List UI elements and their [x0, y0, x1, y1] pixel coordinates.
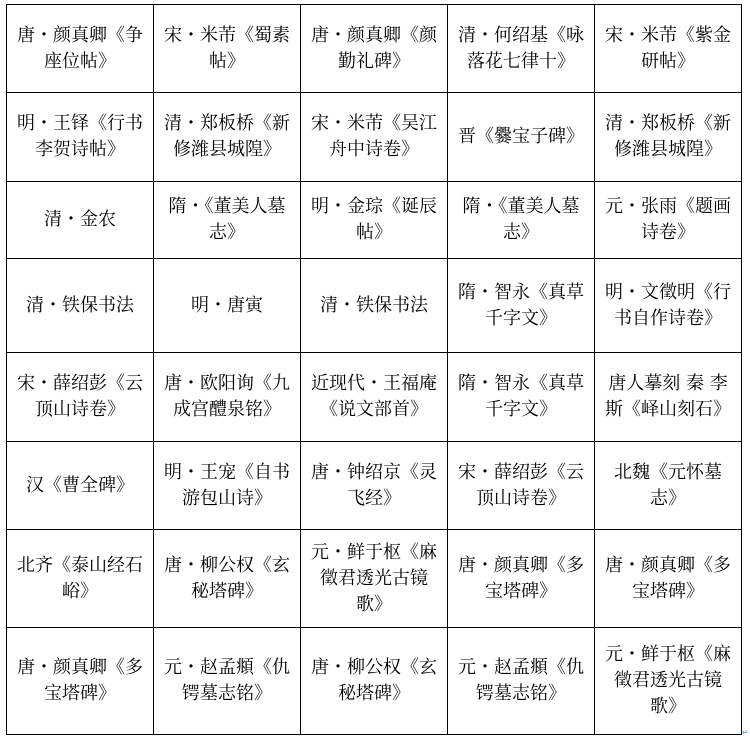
table-cell: 近现代・王福庵《说文部首》: [301, 352, 448, 441]
table-row: [7, 93, 742, 181]
table-cell: 隋・《董美人墓志》: [448, 181, 595, 258]
table-cell: 唐・颜真卿《多宝塔碑》: [595, 529, 742, 628]
calligraphy-table-container: [6, 4, 742, 735]
table-cell: 北齐《泰山经石峪》: [7, 529, 154, 628]
table-cell: 唐・柳公权《玄秘塔碑》: [154, 529, 301, 628]
table-cell: 宋・薛绍彭《云顶山诗卷》: [448, 442, 595, 529]
table-cell: 明・王宠《自书游包山诗》: [154, 442, 301, 529]
table-cell: 元・鲜于枢《麻徵君透光古镜歌》: [595, 628, 742, 735]
table-row: [7, 259, 742, 353]
table-cell: 唐・柳公权《玄秘塔碑》: [301, 628, 448, 735]
table-cell: 北魏《元怀墓志》: [595, 442, 742, 529]
calligraphy-works-table: [6, 4, 742, 735]
table-row: [7, 181, 742, 258]
paragraph-mark-icon: ↵: [742, 728, 749, 737]
table-cell: 唐・颜真卿《颜勤礼碑》: [301, 5, 448, 93]
table-cell: 元・赵孟頫《仇锷墓志铭》: [448, 628, 595, 735]
table-cell: 汉《曹全碑》: [7, 442, 154, 529]
table-cell: 明・唐寅: [154, 259, 301, 353]
table-cell: 晋《爨宝子碑》: [448, 93, 595, 181]
table-cell: 隋・智永《真草千字文》: [448, 352, 595, 441]
table-row: [7, 5, 742, 93]
table-cell: 明・王铎《行书李贺诗帖》: [7, 93, 154, 181]
table-row: [7, 442, 742, 529]
table-cell: 宋・薛绍彭《云顶山诗卷》: [7, 352, 154, 441]
table-cell: 宋・米芾《吴江舟中诗卷》: [301, 93, 448, 181]
table-cell: 清・何绍基《咏落花七律十》: [448, 5, 595, 93]
table-row: [7, 628, 742, 735]
table-cell: 明・文徵明《行书自作诗卷》: [595, 259, 742, 353]
table-cell: 隋・《董美人墓志》: [154, 181, 301, 258]
table-cell: 清・郑板桥《新修潍县城隍》: [154, 93, 301, 181]
table-cell: 宋・米芾《蜀素帖》: [154, 5, 301, 93]
table-cell: 唐・颜真卿《争座位帖》: [7, 5, 154, 93]
table-cell: 明・金琮《诞辰帖》: [301, 181, 448, 258]
table-cell: 清・铁保书法: [7, 259, 154, 353]
table-cell: 元・鲜于枢《麻徵君透光古镜歌》: [301, 529, 448, 628]
table-cell: 清・郑板桥《新修潍县城隍》: [595, 93, 742, 181]
table-cell: 清・铁保书法: [301, 259, 448, 353]
table-cell: 唐・颜真卿《多宝塔碑》: [7, 628, 154, 735]
table-cell: 宋・米芾《紫金研帖》: [595, 5, 742, 93]
table-cell: 唐・颜真卿《多宝塔碑》: [448, 529, 595, 628]
table-cell: 唐人摹刻 秦 李斯《峄山刻石》: [595, 352, 742, 441]
table-cell: 清・金农: [7, 181, 154, 258]
table-cell: 唐・钟绍京《灵飞经》: [301, 442, 448, 529]
table-row: [7, 529, 742, 628]
table-cell: 元・赵孟頫《仇锷墓志铭》: [154, 628, 301, 735]
table-cell: 唐・欧阳询《九成宫醴泉铭》: [154, 352, 301, 441]
table-cell: 隋・智永《真草千字文》: [448, 259, 595, 353]
table-row: [7, 352, 742, 441]
table-cell: 元・张雨《题画诗卷》: [595, 181, 742, 258]
